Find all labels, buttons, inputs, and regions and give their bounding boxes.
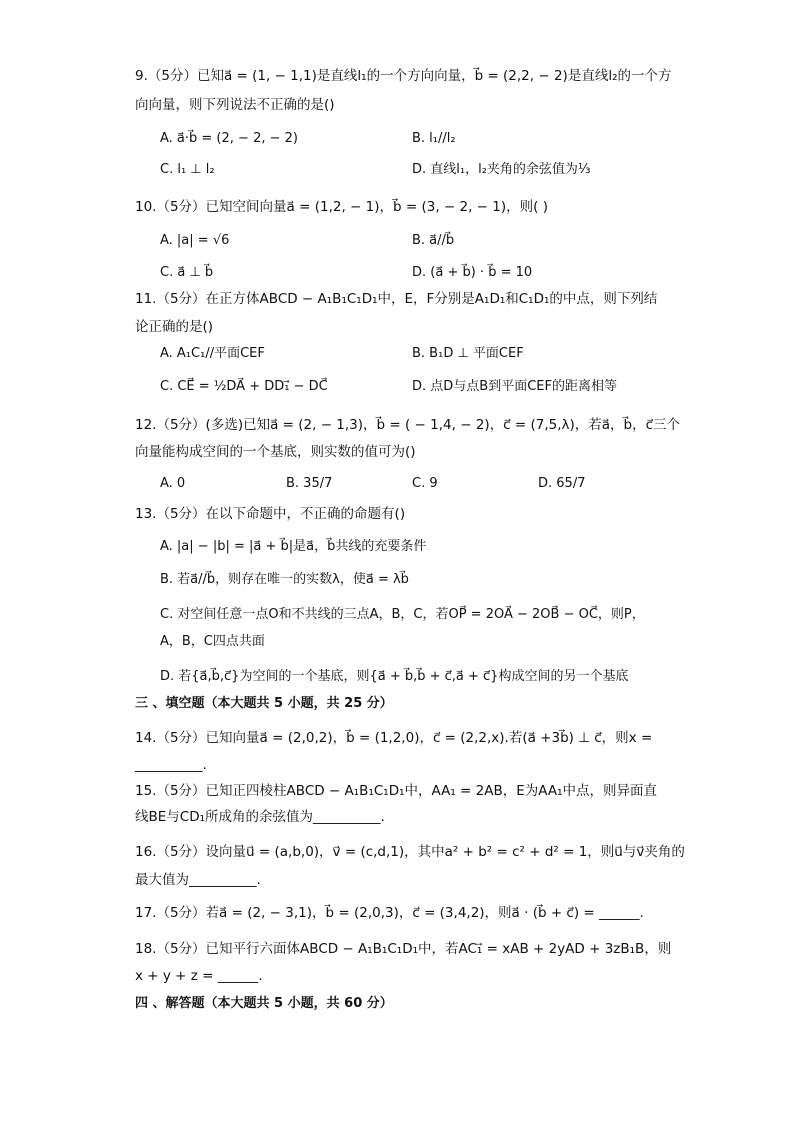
question-15-stem: 15.（5分）已知正四棱柱ABCD − A₁B₁C₁D₁中，AA₁ = 2AB，E为AA₁中点，则异面直 bbox=[135, 783, 658, 799]
question-13-option-c-cont: A，B，C四点共面 bbox=[160, 634, 265, 649]
question-14-stem: 14.（5分）已知向量a⃗ = (2,0,2)，b⃗ = (1,2,0)，c⃗ = (2,2,x).若(a⃗ +3b⃗) ⊥ c⃗，则x = bbox=[135, 730, 653, 746]
question-17-stem: 17.（5分）若a⃗ = (2, − 3,1)，b⃗ = (2,0,3)，c⃗ = (3,4,2)，则a⃗ · (b⃗ + c⃗) = ______. bbox=[135, 905, 644, 921]
question-13-stem: 13.（5分）在以下命题中，不正确的命题有() bbox=[135, 506, 406, 522]
question-12-stem-cont: 向量能构成空间的一个基底，则实数的值可为() bbox=[135, 444, 416, 460]
section-3-heading: 三 、填空题（本大题共 5 小题，共 25 分） bbox=[135, 696, 393, 711]
question-12-option-b: B. 35/7 bbox=[286, 476, 333, 491]
question-13-option-b: B. 若a⃗//b⃗，则存在唯一的实数λ，使a⃗ = λb⃗ bbox=[160, 572, 409, 587]
question-11-option-c: C. CE⃗ = ½DA⃗ + DD₁⃗ − DC⃗ bbox=[160, 379, 328, 394]
question-10-stem: 10.（5分）已知空间向量a⃗ = (1,2, − 1)，b⃗ = (3, − 2, − 1)，则( ) bbox=[135, 199, 548, 215]
question-11-option-d: D. 点D与点B到平面CEF的距离相等 bbox=[412, 379, 617, 394]
section-4-heading: 四 、解答题（本大题共 5 小题，共 60 分） bbox=[135, 996, 393, 1011]
question-16-stem-cont: 最大值为__________. bbox=[135, 872, 261, 888]
question-11-stem-cont: 论正确的是() bbox=[135, 319, 214, 335]
question-18-stem: 18.（5分）已知平行六面体ABCD − A₁B₁C₁D₁中，若AC₁⃗ = xAB + 2yAD + 3zB₁B，则 bbox=[135, 941, 672, 957]
question-14-blank: __________. bbox=[135, 757, 207, 773]
question-9-option-a: A. a⃗·b⃗ = (2, − 2, − 2) bbox=[160, 131, 298, 146]
question-11-stem: 11.（5分）在正方体ABCD − A₁B₁C₁D₁中，E，F分别是A₁D₁和C₁D₁的中点，则下列结 bbox=[135, 291, 658, 307]
question-9-option-c: C. l₁ ⊥ l₂ bbox=[160, 162, 215, 177]
question-11-option-a: A. A₁C₁//平面CEF bbox=[160, 346, 265, 361]
question-12-option-c: C. 9 bbox=[412, 476, 438, 491]
question-9-option-b: B. l₁//l₂ bbox=[412, 131, 456, 146]
question-13-option-c: C. 对空间任意一点O和不共线的三点A，B，C，若OP⃗ = 2OA⃗ − 2OB⃗ − OC⃗，则P， bbox=[160, 607, 645, 622]
question-9-stem: 9.（5分）已知a⃗ = (1, − 1,1)是直线l₁的一个方向向量，b⃗ = (2,2, − 2)是直线l₂的一个方 bbox=[135, 68, 672, 84]
question-10-option-c: C. a⃗ ⊥ b⃗ bbox=[160, 265, 214, 280]
question-15-stem-cont: 线BE与CD₁所成角的余弦值为__________. bbox=[135, 809, 385, 825]
question-12-stem: 12.（5分）(多选)已知a⃗ = (2, − 1,3)，b⃗ = ( − 1,4, − 2)，c⃗ = (7,5,λ)，若a⃗，b⃗，c⃗三个 bbox=[135, 417, 681, 433]
question-11-option-b: B. B₁D ⊥ 平面CEF bbox=[412, 346, 524, 361]
question-9-option-d: D. 直线l₁，l₂夹角的余弦值为⅓ bbox=[412, 162, 591, 177]
question-10-option-a: A. |a| = √6 bbox=[160, 233, 230, 248]
question-18-stem-cont: x + y + z = ______. bbox=[135, 968, 263, 984]
question-13-option-a: A. |a| − |b| = |a⃗ + b⃗|是a⃗，b⃗共线的充要条件 bbox=[160, 539, 427, 554]
question-13-option-d: D. 若{a⃗,b⃗,c⃗}为空间的一个基底，则{a⃗ + b⃗,b⃗ + c⃗,a⃗ + c⃗}构成空间的另一个基底 bbox=[160, 669, 629, 684]
question-10-option-b: B. a⃗//b⃗ bbox=[412, 233, 455, 248]
question-12-option-a: A. 0 bbox=[160, 476, 186, 491]
question-12-option-d: D. 65/7 bbox=[538, 476, 586, 491]
question-10-option-d: D. (a⃗ + b⃗) · b⃗ = 10 bbox=[412, 265, 533, 280]
question-9-stem-cont: 向向量，则下列说法不正确的是() bbox=[135, 97, 335, 113]
question-16-stem: 16.（5分）设向量u⃗ = (a,b,0)，v⃗ = (c,d,1)，其中a² + b² = c² + d² = 1，则u⃗与v⃗夹角的 bbox=[135, 844, 685, 860]
